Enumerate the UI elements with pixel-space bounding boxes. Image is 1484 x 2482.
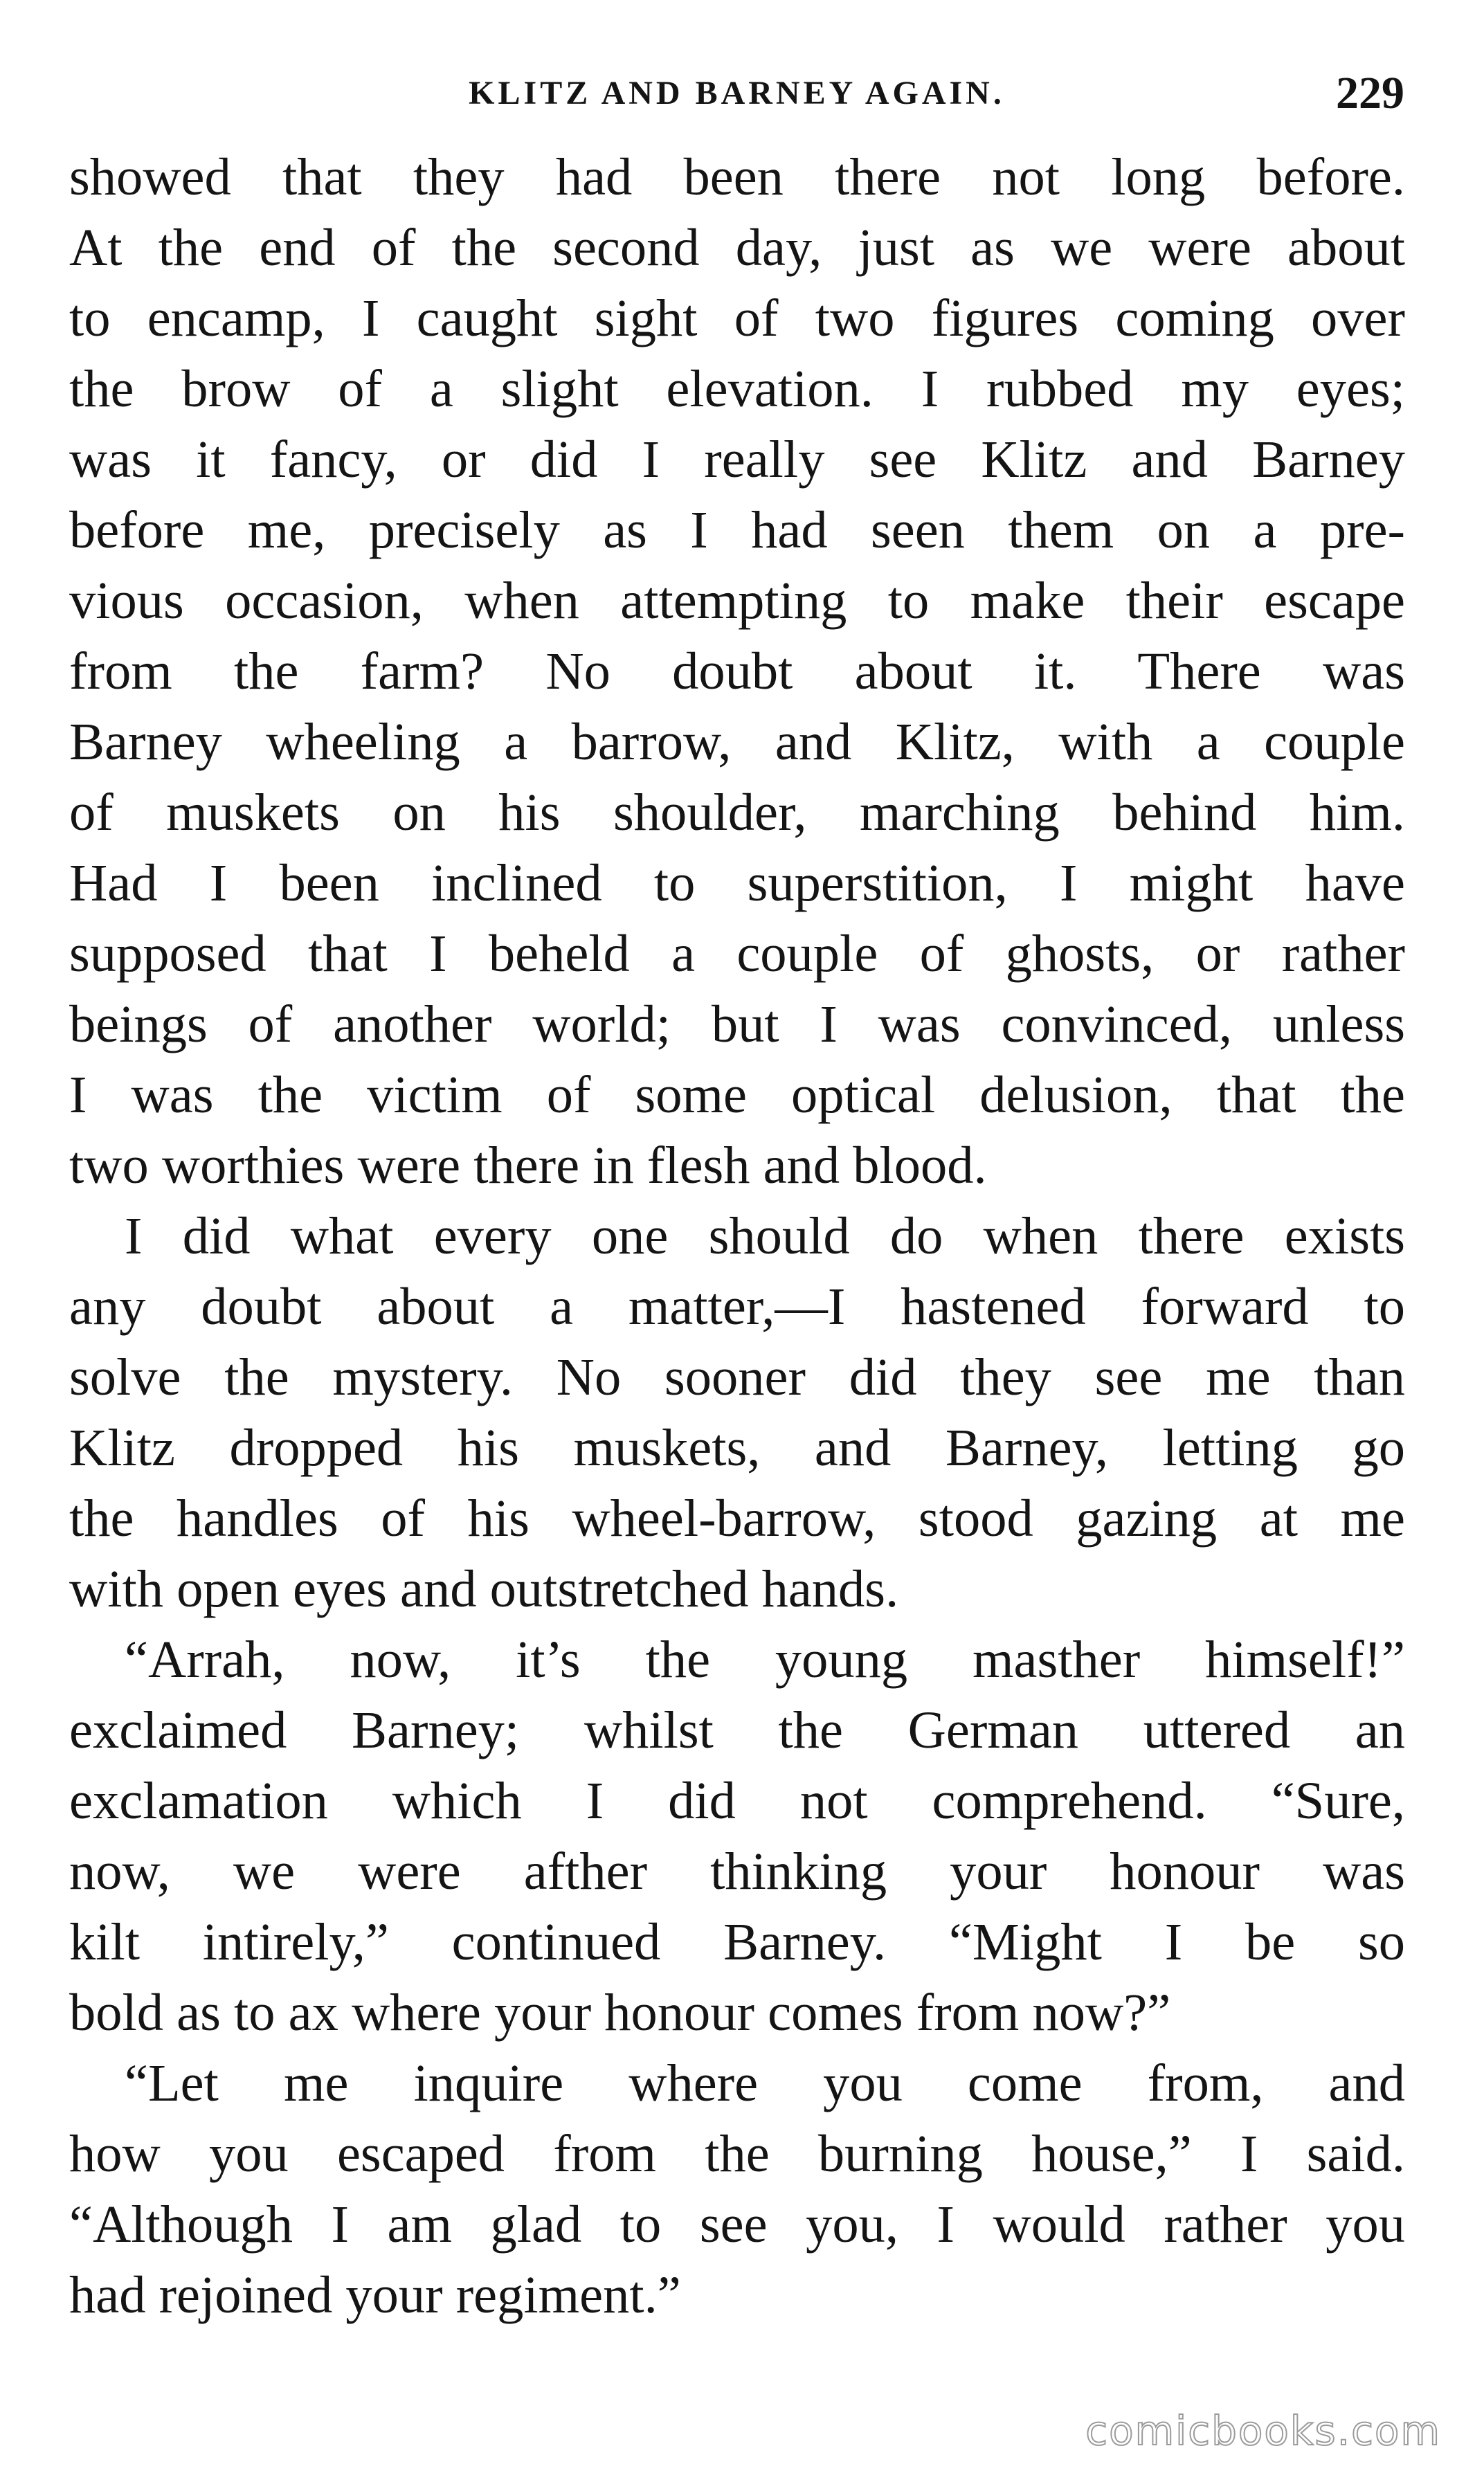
text-line: two worthies were there in flesh and blood.	[69, 1136, 987, 1195]
text-line: Klitz dropped his muskets, and Barney, letting go	[69, 1418, 1405, 1477]
text-line: supposed that I beheld a couple of ghosts, or rather	[69, 924, 1405, 983]
watermark: comicbooks.com	[1085, 2407, 1441, 2454]
text-line: how you escaped from the burning house,” I said.	[69, 2124, 1405, 2183]
text-line: “Arrah, now, it’s the young masther himself!”	[125, 1630, 1405, 1689]
text-line: “Let me inquire where you come from, and	[125, 2054, 1405, 2112]
text-line: showed that they had been there not long before.	[69, 147, 1405, 206]
text-line: beings of another world; but I was convinced, unless	[69, 995, 1405, 1053]
text-line: At the end of the second day, just as we were about	[69, 218, 1405, 277]
paragraph	[69, 142, 1405, 1201]
text-line: was it fancy, or did I really see Klitz and Barney	[69, 430, 1405, 489]
text-line: kilt intirely,” continued Barney. “Might I be so	[69, 1912, 1405, 1971]
text-line: the brow of a slight elevation. I rubbed my eyes;	[69, 359, 1405, 418]
text-line: “Although I am glad to see you, I would rather you	[69, 2195, 1405, 2254]
text-line: with open eyes and outstretched hands.	[69, 1559, 899, 1618]
text-line: solve the mystery. No sooner did they see me than	[69, 1348, 1405, 1406]
text-line: I did what every one should do when there exists	[125, 1206, 1405, 1265]
text-line: any doubt about a matter,—I hastened forward to	[69, 1277, 1405, 1336]
text-line: vious occasion, when attempting to make their escape	[69, 571, 1405, 630]
running-title: KLITZ AND BARNEY AGAIN.	[469, 75, 1005, 111]
text-line: to encamp, I caught sight of two figures coming over	[69, 289, 1405, 347]
text-line: from the farm? No doubt about it. There was	[69, 642, 1405, 700]
text-line: of muskets on his shoulder, marching behind him.	[69, 783, 1405, 842]
text-line: Had I been inclined to superstition, I might have	[69, 853, 1405, 912]
text-line: had rejoined your regiment.”	[69, 2265, 681, 2324]
text-line: now, we were afther thinking your honour was	[69, 1842, 1405, 1901]
running-head	[69, 66, 1404, 121]
text-line: exclaimed Barney; whilst the German uttered an	[69, 1701, 1405, 1759]
text-line: bold as to ax where your honour comes from now?”	[69, 1983, 1171, 2042]
text-line: before me, precisely as I had seen them on a pre-	[69, 500, 1405, 559]
body-text	[69, 142, 1405, 2330]
text-line: I was the victim of some optical delusion, that the	[69, 1065, 1405, 1124]
paragraph	[69, 2048, 1405, 2330]
page-number: 229	[1336, 68, 1404, 118]
text-line: exclamation which I did not comprehend. “Sure,	[69, 1771, 1405, 1830]
text-line: Barney wheeling a barrow, and Klitz, with a couple	[69, 712, 1405, 771]
paragraph	[69, 1201, 1405, 1624]
paragraph	[69, 1624, 1405, 2048]
text-line: the handles of his wheel-barrow, stood gazing at me	[69, 1489, 1405, 1548]
